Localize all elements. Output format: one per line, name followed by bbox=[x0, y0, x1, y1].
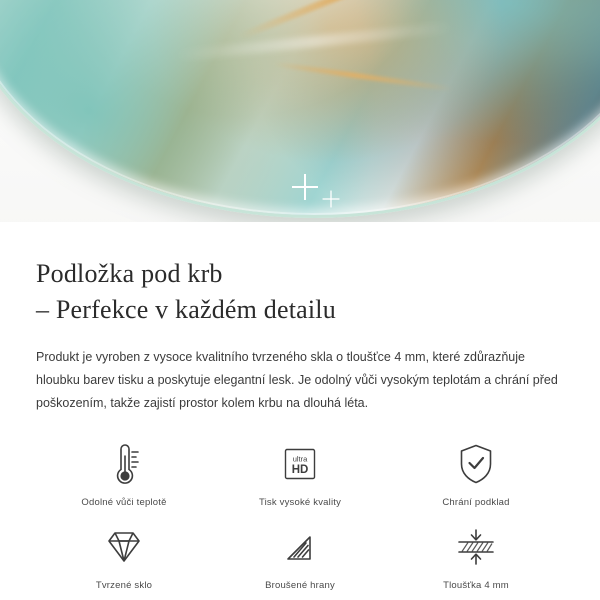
page-title bbox=[36, 256, 564, 328]
ultra-hd-icon bbox=[280, 441, 320, 487]
headline-line-1: Podložka pod krb bbox=[36, 259, 223, 288]
thickness-arrows-icon bbox=[453, 524, 499, 570]
feature-thickness bbox=[388, 524, 564, 591]
glass-pad-image bbox=[0, 0, 600, 218]
feature-polished-edges bbox=[212, 524, 388, 591]
feature-label: Tloušťka 4 mm bbox=[443, 580, 509, 592]
feature-label: Chrání podklad bbox=[442, 497, 510, 509]
shield-check-icon bbox=[457, 441, 495, 487]
feature-temperature-resistance bbox=[36, 441, 212, 508]
thermometer-icon bbox=[107, 441, 141, 487]
feature-tempered-glass bbox=[36, 524, 212, 591]
description-paragraph: Produkt je vyroben z vysoce kvalitního tvrzeného skla o tloušťce 4 mm, které zdůrazňuje hloubku barev tisku a poskytuje elegantní lesk. Je odolný vůči vysokým teplotám a chrání před poškozením, takže zajistí prostor kolem krbu na dlouhá léta. bbox=[36, 349, 558, 410]
diamond-icon bbox=[102, 524, 146, 570]
headline-line-2: – Perfekce v každém detailu bbox=[36, 294, 336, 324]
hero-image bbox=[0, 0, 600, 222]
svg-text:HD: HD bbox=[291, 464, 309, 477]
feature-label: Tvrzené sklo bbox=[95, 580, 153, 592]
feature-grid bbox=[36, 441, 564, 591]
polished-edges-icon bbox=[278, 524, 322, 570]
feature-label: Broušené hrany bbox=[265, 580, 335, 592]
feature-label: Tisk vysoké kvality bbox=[258, 497, 342, 509]
feature-print-quality bbox=[212, 441, 388, 508]
svg-text:ultra: ultra bbox=[292, 454, 308, 464]
feature-surface-protection bbox=[388, 441, 564, 508]
feature-label: Odolné vůči teplotě bbox=[81, 497, 167, 509]
content-area bbox=[0, 222, 600, 591]
